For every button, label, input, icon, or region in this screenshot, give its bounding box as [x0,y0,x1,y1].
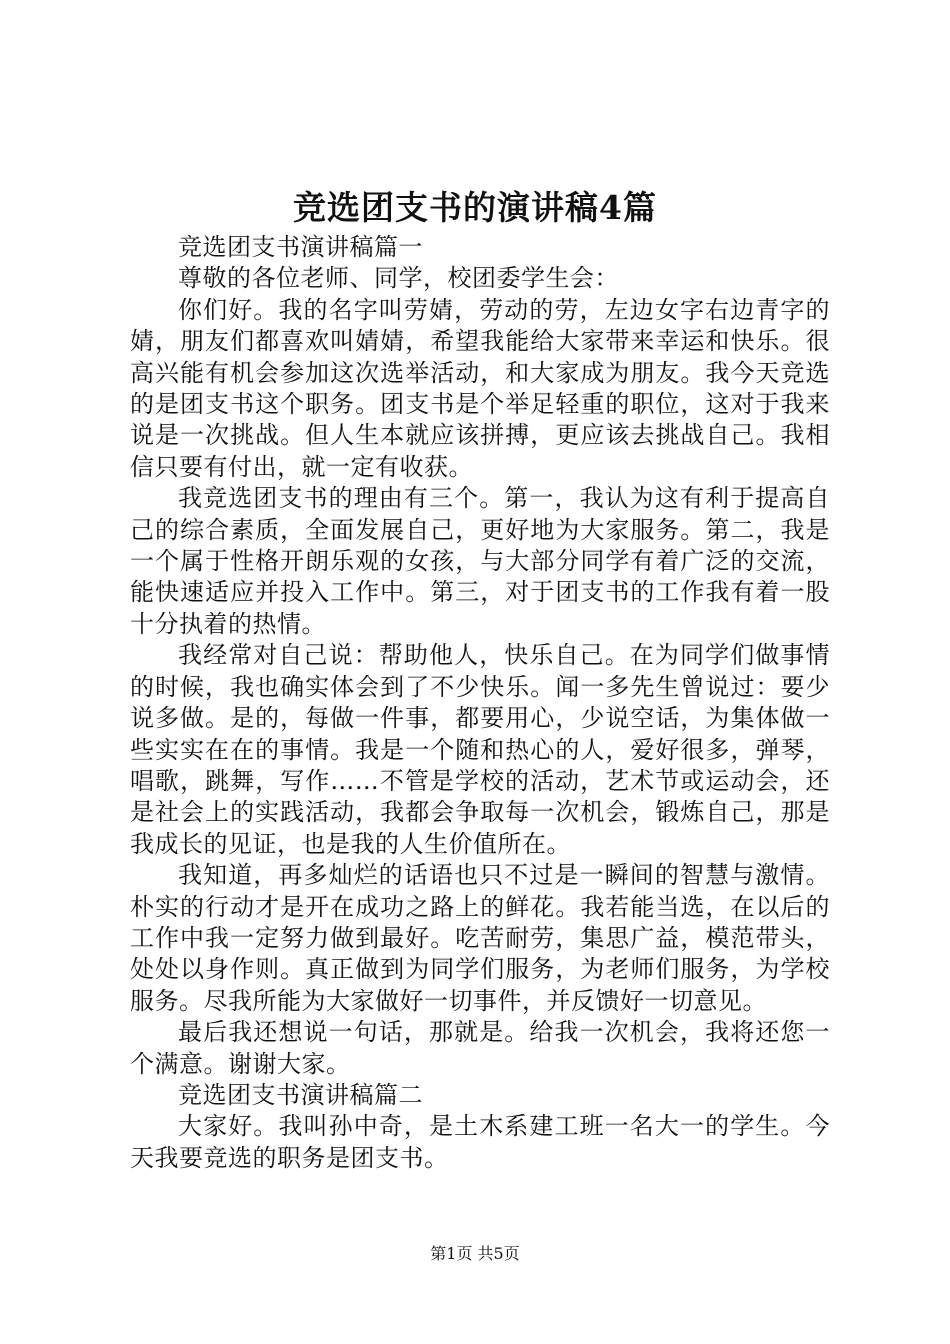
section-heading-1: 竞选团支书演讲稿篇一 [178,233,423,261]
section-heading-2: 竞选团支书演讲稿篇二 [178,1080,423,1109]
paragraph-intro: 你们好。我的名字叫劳婧，劳动的劳，左边女字右边青字的婧，朋友们都喜欢叫婧婧，希望我能给大家带来幸运和快乐。很高兴能有机会参加这次选举活动，和大家成为朋友。我今天竞选的是团支书这个职务。团支书是个举足轻重的职位，这对于我来说是一次挑战。但人生本就应该拼搏，更应该去挑战自己。我相信只要有付出，就一定有收获。 [130,295,830,481]
salutation: 尊敬的各位老师、同学，校团委学生会： [178,264,619,293]
document-body [130,232,830,1174]
document-title: 竞选团支书的演讲稿4篇 [293,188,657,227]
paragraph-commitment: 我知道，再多灿烂的话语也只不过是一瞬间的智慧与激情。朴实的行动才是开在成功之路上的鲜花。我若能当选，在以后的工作中我一定努力做到最好。吃苦耐劳，集思广益，模范带头，处处以身作则。真正做到为同学们服务，为老师们服务，为学校服务。尽我所能为大家做好一切事件，并反馈好一切意见。 [130,861,830,1015]
page-footer: 第1页 共5页 [430,1244,520,1263]
paragraph-closing: 最后我还想说一句话，那就是。给我一次机会，我将还您一个满意。谢谢大家。 [130,1018,830,1078]
paragraph-reasons: 我竞选团支书的理由有三个。第一，我认为这有利于提高自己的综合素质，全面发展自己，更好地为大家服务。第二，我是一个属于性格开朗乐观的女孩，与大部分同学有着广泛的交流，能快速适应并投入工作中。第三，对于团支书的工作我有着一股十分执着的热情。 [130,484,830,638]
paragraph-motto: 我经常对自己说：帮助他人，快乐自己。在为同学们做事情的时候，我也确实体会到了不少快乐。闻一多先生曾说过：要少说多做。是的，每做一件事，都要用心，少说空话，为集体做一些实实在在的事情。我是一个随和热心的人，爱好很多，弹琴，唱歌，跳舞，写作……不管是学校的活动，艺术节或运动会，还是社会上的实践活动，我都会争取每一次机会，锻炼自己，那是我成长的见证，也是我的人生价值所在。 [130,641,830,858]
paragraph-second-speech: 大家好。我叫孙中奇，是土木系建工班一名大一的学生。今天我要竞选的职务是团支书。 [130,1112,830,1172]
